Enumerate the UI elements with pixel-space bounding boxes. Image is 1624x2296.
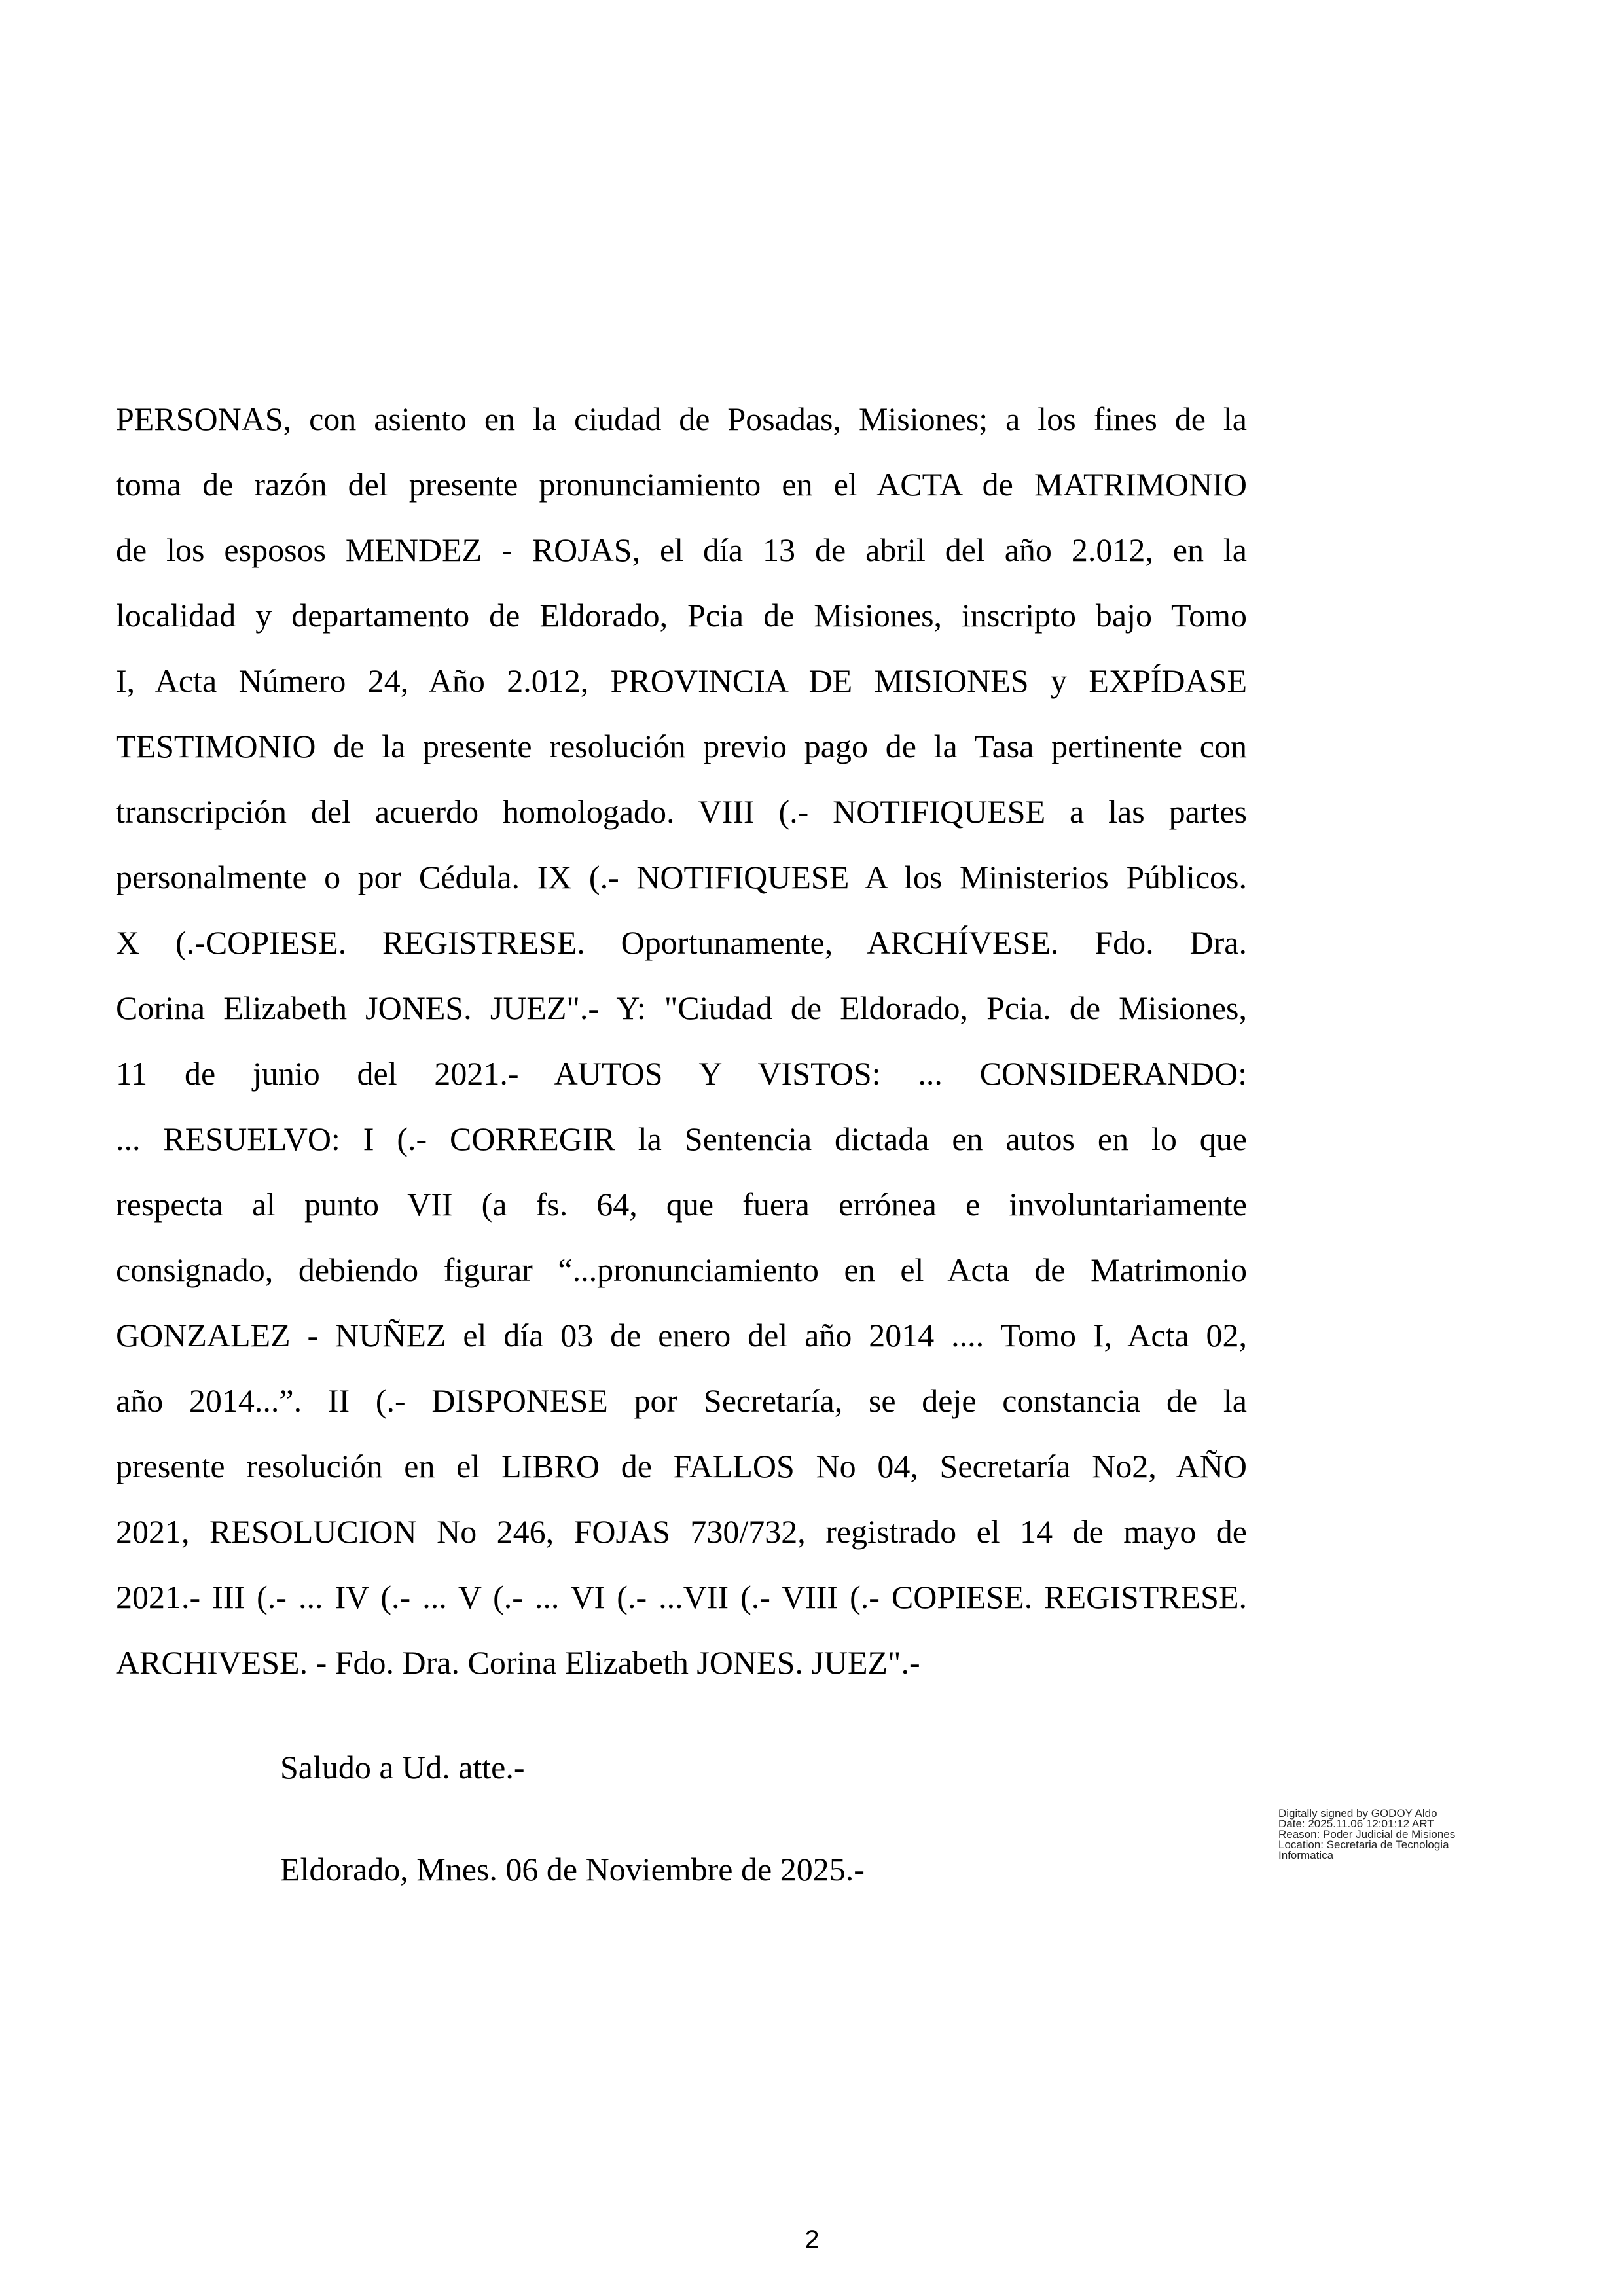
body-line: PERSONAS, con asiento en la ciudad de Posadas, Misiones; a los fines de la bbox=[116, 401, 1247, 437]
body-line: personalmente o por Cédula. IX (.- NOTIFIQUESE A los Ministerios Públicos. bbox=[116, 859, 1247, 895]
digital-signature-stamp bbox=[1278, 1808, 1553, 1861]
body-line: GONZALEZ - NUÑEZ el día 03 de enero del año 2014 .... Tomo I, Acta 02, bbox=[116, 1317, 1247, 1354]
body-line: consignado, debiendo figurar “...pronunciamiento en el Acta de Matrimonio bbox=[116, 1251, 1247, 1288]
salutation: Saludo a Ud. atte.- bbox=[280, 1749, 525, 1785]
signature-location: Location: Secretaria de Tecnologia bbox=[1278, 1839, 1449, 1851]
signature-location-continued: Informatica bbox=[1278, 1849, 1334, 1861]
body-line: localidad y departamento de Eldorado, Pcia de Misiones, inscripto bajo Tomo bbox=[116, 597, 1247, 634]
body-line: de los esposos MENDEZ - ROJAS, el día 13 de abril del año 2.012, en la bbox=[116, 531, 1247, 568]
body-line: X (.-COPIESE. REGISTRESE. Oportunamente, ARCHÍVESE. Fdo. Dra. bbox=[116, 924, 1247, 961]
signature-reason: Reason: Poder Judicial de Misiones bbox=[1278, 1828, 1456, 1840]
body-line: año 2014...”. II (.- DISPONESE por Secretaría, se deje constancia de la bbox=[116, 1382, 1247, 1419]
body-line: Corina Elizabeth JONES. JUEZ".- Y: "Ciudad de Eldorado, Pcia. de Misiones, bbox=[116, 990, 1247, 1026]
resolution-body-text bbox=[116, 386, 1247, 1695]
body-line: TESTIMONIO de la presente resolución previo pago de la Tasa pertinente con bbox=[116, 728, 1247, 764]
page-number: 2 bbox=[804, 2225, 820, 2254]
body-line: 11 de junio del 2021.- AUTOS Y VISTOS: ... CONSIDERANDO: bbox=[116, 1055, 1247, 1092]
signature-signed-by: Digitally signed by GODOY Aldo bbox=[1278, 1807, 1437, 1820]
signature-date: Date: 2025.11.06 12:01:12 ART bbox=[1278, 1818, 1434, 1830]
body-line: I, Acta Número 24, Año 2.012, PROVINCIA DE MISIONES y EXPÍDASE bbox=[116, 662, 1247, 699]
body-line: transcripción del acuerdo homologado. VIII (.- NOTIFIQUESE a las partes bbox=[116, 793, 1247, 830]
body-line: respecta al punto VII (a fs. 64, que fuera errónea e involuntariamente bbox=[116, 1186, 1247, 1223]
body-line: toma de razón del presente pronunciamiento en el ACTA de MATRIMONIO bbox=[116, 466, 1247, 503]
body-line: ... RESUELVO: I (.- CORREGIR la Sentencia dictada en autos en lo que bbox=[116, 1121, 1247, 1157]
body-line: ARCHIVESE. - Fdo. Dra. Corina Elizabeth JONES. JUEZ".- bbox=[116, 1644, 920, 1681]
body-line: 2021.- III (.- ... IV (.- ... V (.- ... VI (.- ...VII (.- VIII (.- COPIESE. REGISTRESE. bbox=[116, 1579, 1247, 1615]
body-line: 2021, RESOLUCION No 246, FOJAS 730/732, registrado el 14 de mayo de bbox=[116, 1513, 1247, 1550]
body-line: presente resolución en el LIBRO de FALLOS No 04, Secretaría No2, AÑO bbox=[116, 1448, 1247, 1484]
place-and-date: Eldorado, Mnes. 06 de Noviembre de 2025.- bbox=[280, 1851, 865, 1888]
